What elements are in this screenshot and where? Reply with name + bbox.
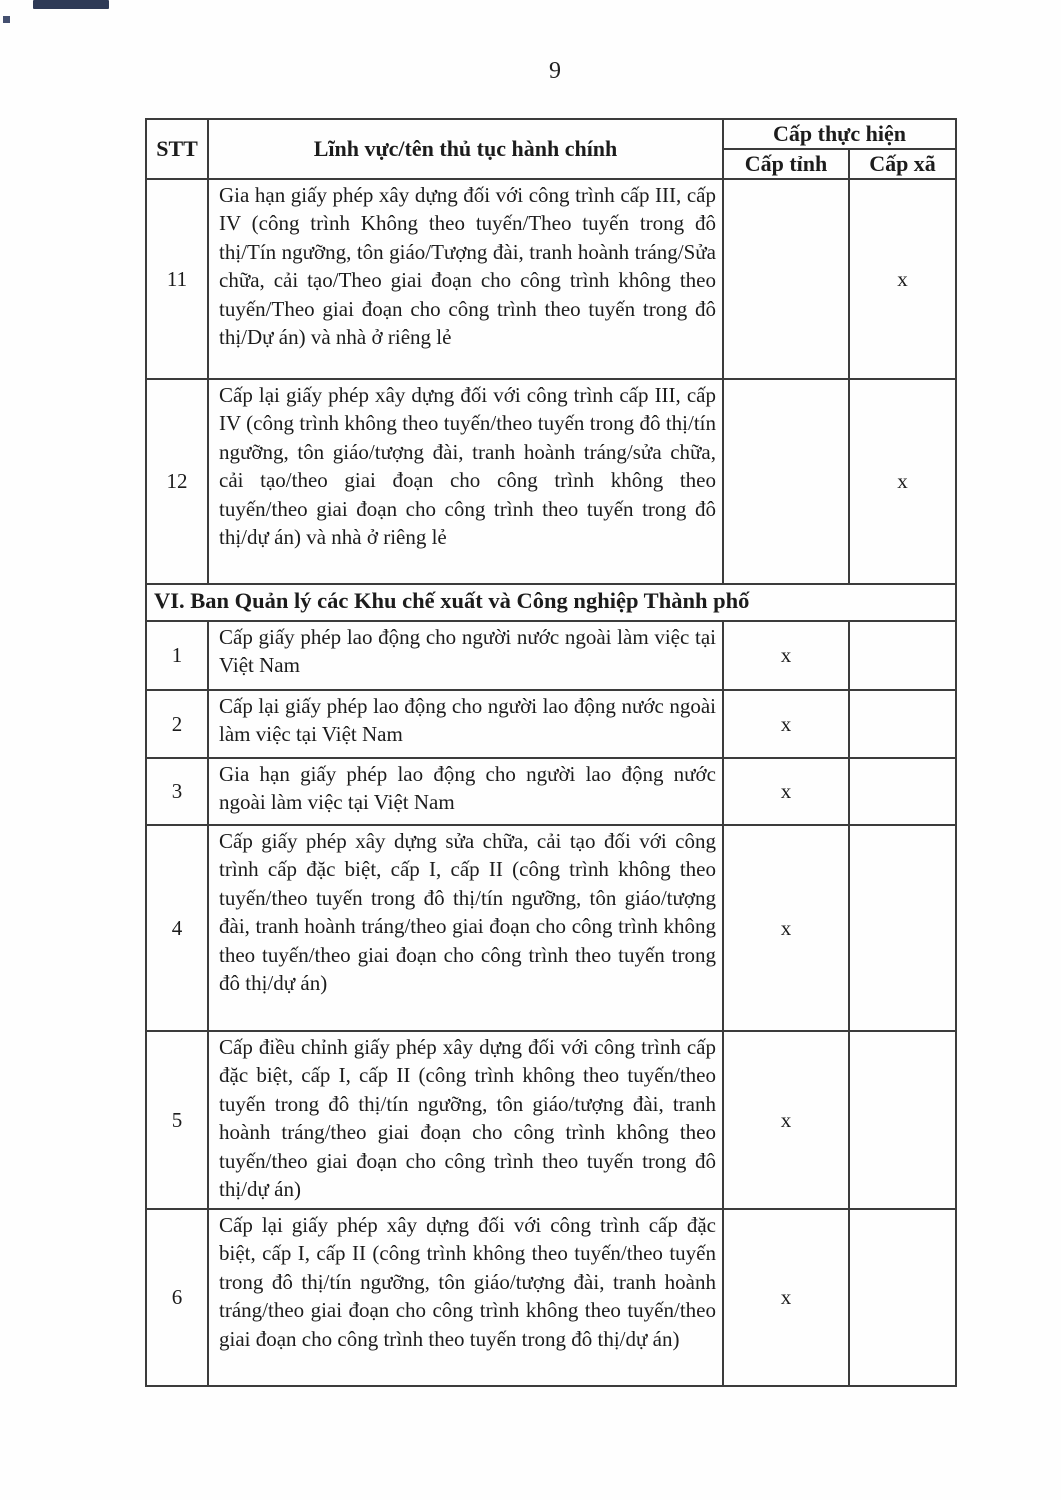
- commune-level-mark: [849, 1031, 956, 1209]
- header-linh-vuc: Lĩnh vực/tên thủ tục hành chính: [208, 119, 723, 179]
- scan-artifact: [33, 0, 109, 9]
- table-body: [146, 179, 956, 1386]
- row-number-cell: 11: [146, 179, 208, 379]
- row-number-cell: 12: [146, 379, 208, 584]
- procedure-name-cell: Gia hạn giấy phép xây dựng đối với công trình cấp III, cấp IV (công trình Không theo tuyến/Theo tuyến trong đô thị/Tín ngưỡng, tôn giáo/Tượng đài, tranh hoành tráng/Sửa chữa, cải tạo/Theo giai đoạn cho công trình không theo tuyến/Theo giai đoạn cho công trình theo tuyến trong đô thị/Dự án) và nhà ở riêng lẻ: [208, 179, 723, 379]
- row-number-cell: 2: [146, 690, 208, 758]
- table-row: [146, 1209, 956, 1386]
- row-number-cell: 5: [146, 1031, 208, 1209]
- table-row: [146, 621, 956, 690]
- table-row: [146, 690, 956, 758]
- procedure-name-cell: Gia hạn giấy phép lao động cho người lao động nước ngoài làm việc tại Việt Nam: [208, 758, 723, 825]
- procedure-name-cell: Cấp lại giấy phép lao động cho người lao động nước ngoài làm việc tại Việt Nam: [208, 690, 723, 758]
- table-header: [146, 119, 956, 179]
- procedure-name-cell: Cấp giấy phép lao động cho người nước ngoài làm việc tại Việt Nam: [208, 621, 723, 690]
- scan-artifact-dot: [3, 16, 10, 23]
- procedure-name-cell: Cấp giấy phép xây dựng sửa chữa, cải tạo đối với công trình cấp đặc biệt, cấp I, cấp II (công trình không theo tuyến/theo tuyến trong đô thị/tín ngưỡng, tôn giáo/tượng đài, tranh hoành tráng/theo giai đoạn cho công trình không theo tuyến/theo giai đoạn cho công trình theo tuyến trong đô thị/dự án): [208, 825, 723, 1031]
- row-number-cell: 4: [146, 825, 208, 1031]
- table-row: [146, 379, 956, 584]
- header-cap-xa: Cấp xã: [849, 149, 956, 179]
- row-number-cell: 3: [146, 758, 208, 825]
- province-level-mark: x: [723, 621, 849, 690]
- province-level-mark: x: [723, 690, 849, 758]
- province-level-mark: x: [723, 1031, 849, 1209]
- commune-level-mark: [849, 690, 956, 758]
- province-level-mark: x: [723, 825, 849, 1031]
- header-cap-tinh: Cấp tỉnh: [723, 149, 849, 179]
- header-stt: STT: [146, 119, 208, 179]
- commune-level-mark: [849, 758, 956, 825]
- procedure-name-cell: Cấp lại giấy phép xây dựng đối với công trình cấp III, cấp IV (công trình không theo tuyến/theo tuyến trong đô thị/tín ngưỡng, tôn giáo/tượng đài, tranh hoành tráng/sửa chữa, cải tạo/theo giai đoạn cho công trình không theo tuyến/theo giai đoạn cho công trình theo tuyến trong đô thị/dự án) và nhà ở riêng lẻ: [208, 379, 723, 584]
- table-row: [146, 825, 956, 1031]
- page-number: 9: [549, 58, 561, 84]
- province-level-mark: x: [723, 758, 849, 825]
- commune-level-mark: x: [849, 179, 956, 379]
- section-title: VI. Ban Quản lý các Khu chế xuất và Công nghiệp Thành phố: [146, 584, 956, 621]
- commune-level-mark: [849, 621, 956, 690]
- province-level-mark: [723, 179, 849, 379]
- procedure-name-cell: Cấp điều chỉnh giấy phép xây dựng đối với công trình cấp đặc biệt, cấp I, cấp II (công trình không theo tuyến/theo tuyến trong đô thị/tín ngưỡng, tôn giáo/tượng đài, tranh hoành tráng/theo giai đoạn cho công trình không theo tuyến/theo giai đoạn cho công trình theo tuyến trong đô thị/dự án): [208, 1031, 723, 1209]
- row-number-cell: 6: [146, 1209, 208, 1386]
- section-row: [146, 584, 956, 621]
- province-level-mark: [723, 379, 849, 584]
- table-row: [146, 179, 956, 379]
- procedure-name-cell: Cấp lại giấy phép xây dựng đối với công trình cấp đặc biệt, cấp I, cấp II (công trình không theo tuyến/theo tuyến trong đô thị/tín ngưỡng, tôn giáo/tượng đài, tranh hoành tráng/theo giai đoạn cho công trình không theo tuyến/theo giai đoạn cho công trình theo tuyến trong đô thị/dự án): [208, 1209, 723, 1386]
- row-number-cell: 1: [146, 621, 208, 690]
- table-row: [146, 1031, 956, 1209]
- table-row: [146, 758, 956, 825]
- commune-level-mark: x: [849, 379, 956, 584]
- header-row-1: [146, 119, 956, 149]
- header-cap-thuc-hien: Cấp thực hiện: [723, 119, 956, 149]
- province-level-mark: x: [723, 1209, 849, 1386]
- procedures-table: [145, 118, 957, 1387]
- commune-level-mark: [849, 825, 956, 1031]
- commune-level-mark: [849, 1209, 956, 1386]
